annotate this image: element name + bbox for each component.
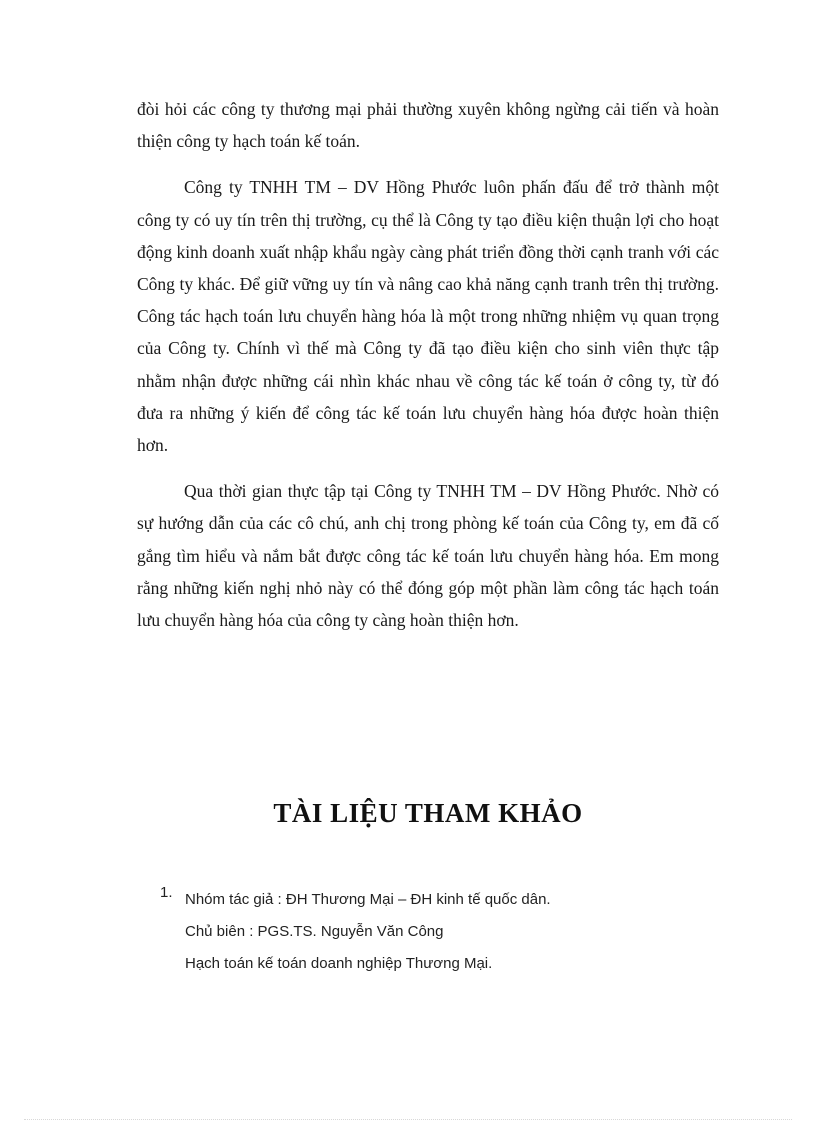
reference-editor: Chủ biên : PGS.TS. Nguyễn Văn Công (185, 923, 444, 940)
paragraph-2: Công ty TNHH TM – DV Hồng Phước luôn phấn đấu để trở thành một công ty có uy tín trên thị trường, cụ thể là Công ty tạo điều kiện thuận lợi cho hoạt động kinh doanh xuất nhập khẩu ngày càng phát triển đồng thời cạnh tranh với các Công ty khác. Để giữ vững uy tín và nâng cao khả năng cạnh tranh trên thị trường. Công tác hạch toán lưu chuyển hàng hóa là một trong những nhiệm vụ quan trọng của Công ty. Chính vì thế mà Công ty đã tạo điều kiện cho sinh viên thực tập nhằm nhận được những cái nhìn khác nhau về công tác kế toán ở công ty, từ đó đưa ra những ý kiến để công tác kế toán lưu chuyển hàng hóa được hoàn thiện hơn. (137, 177, 719, 456)
reference-book-title: Hạch toán kế toán doanh nghiệp Thương Mại. (185, 955, 493, 972)
references-title: TÀI LIỆU THAM KHẢO (273, 798, 583, 828)
footer-divider (24, 1119, 792, 1120)
paragraph-1: đòi hỏi các công ty thương mại phải thường xuyên không ngừng cải tiến và hoàn thiện công ty hạch toán kế toán. (137, 99, 719, 152)
reference-item (160, 884, 720, 980)
body-text (137, 93, 719, 636)
references-list (160, 884, 720, 980)
paragraph-3: Qua thời gian thực tập tại Công ty TNHH TM – DV Hồng Phước. Nhờ có sự hướng dẫn của các cô chú, anh chị trong phòng kế toán của Công ty, em đã cố gắng tìm hiểu và nắm bắt được công tác kế toán lưu chuyển hàng hóa. Em mong rằng những kiến nghị nhỏ này có thể đóng góp một phần làm công tác hạch toán lưu chuyển hàng hóa của công ty càng hoàn thiện hơn. (137, 481, 719, 631)
reference-authors: Nhóm tác giả : ĐH Thương Mại – ĐH kinh tế quốc dân. (185, 891, 551, 908)
reference-number: 1. (160, 884, 173, 901)
